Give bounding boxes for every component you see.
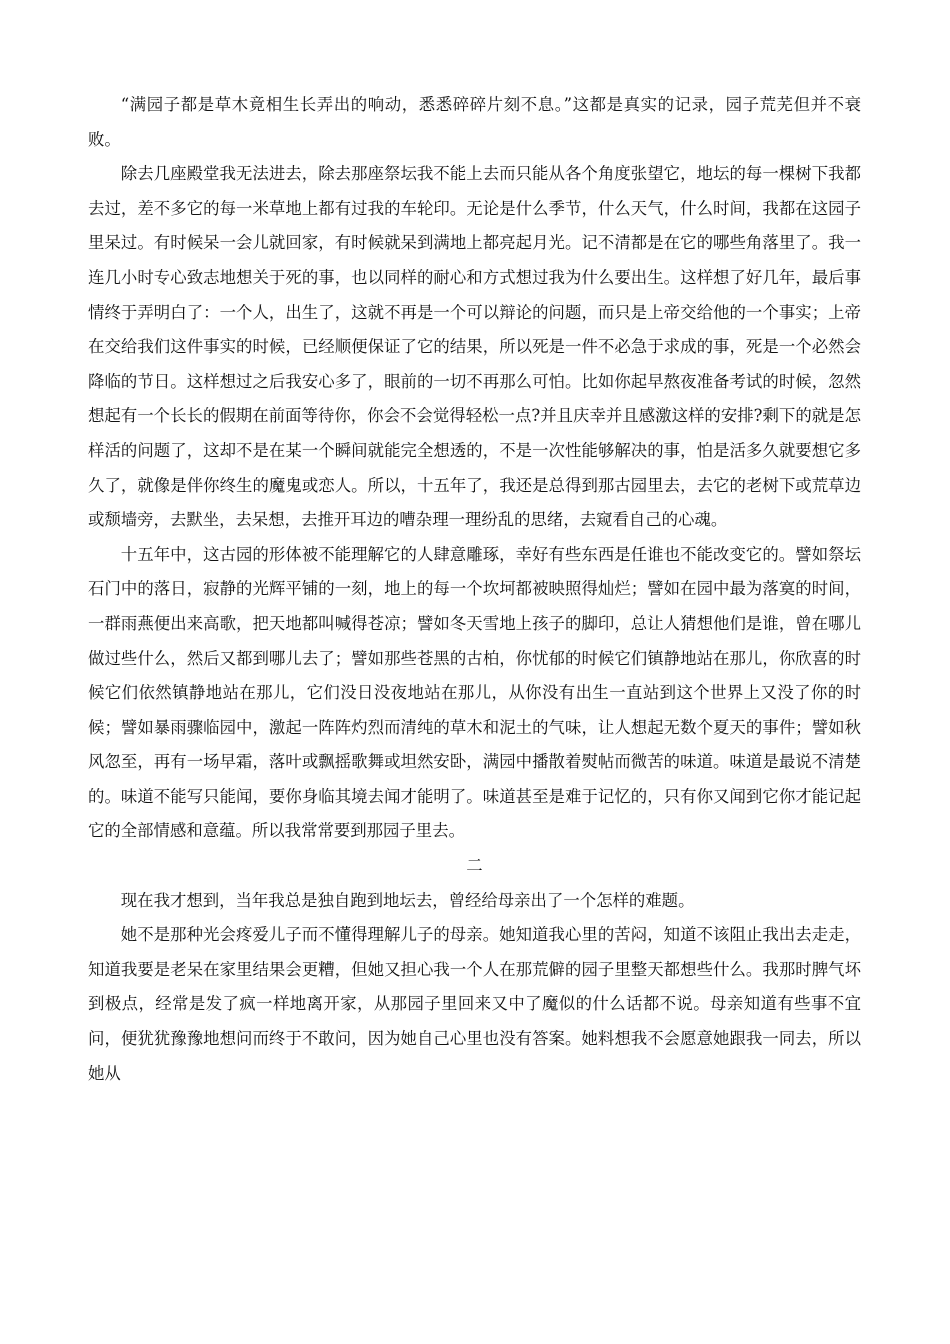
paragraph-mother-problem: 现在我才想到，当年我总是独自跑到地坛去，曾经给母亲出了一个怎样的难题。: [120, 890, 695, 910]
paragraph-thinking-about-death: 除去几座殿堂我无法进去，除去那座祭坛我不能上去而只能从各个角度张望它，地坛的每一棵树下我都去过，差不多它的每一米草地上都有过我的车轮印。无论是什么季节，什么天气，什么时间，我都在这园子里呆过。有时候呆一会儿就回家，有时候就呆到满地上都亮起月光。记不清都是在它的哪些角落里了。我一连几小时专心致志地想关于死的事，也以同样的耐心和方式想过我为什么要出生。这样想了好几年，最后事情终于弄明白了：一个人，出生了，这就不再是一个可以辩论的问题，而只是上帝交给他的一个事实；上帝在交给我们这件事实的时候，已经顺便保证了它的结果，所以死是一件不必急于求成的事，死是一个必然会降临的节日。这样想过之后我安心多了，眼前的一切不再那么可怕。比如你起早熬夜准备考试的时候，忽然想起有一个长长的假期在前面等待你，你会不会觉得轻松一点?并且庆幸并且感激这样的安排?剩下的就是怎样活的问题了，这却不是在某一个瞬间就能完全想透的，不是一次性能够解决的事，怕是活多久就要想它多久了，就像是伴你终生的魔鬼或恋人。所以，十五年了，我还是总得到那古园里去，去它的老树下或荒草边或颓墙旁，去默坐，去呆想，去推开耳边的嘈杂理一理纷乱的思绪，去窥看自己的心魂。: [88, 164, 861, 530]
paragraph-unchanging-things: 十五年中，这古园的形体被不能理解它的人肆意雕琢，幸好有些东西是任谁也不能改变它的。譬如祭坛石门中的落日，寂静的光辉平铺的一刻，地上的每一个坎坷都被映照得灿烂；譬如在园中最为落寞的时间，一群雨燕便出来高歌，把天地都叫喊得苍凉；譬如冬天雪地上孩子的脚印，总让人猜想他们是谁，曾在哪儿做过些什么，然后又都到哪儿去了；譬如那些苍黑的古柏，你忧郁的时候它们镇静地站在那儿，你欣喜的时候它们依然镇静地站在那儿，它们没日没夜地站在那儿，从你没有出生一直站到这个世界上又没了你的时候；譬如暴雨骤临园中，激起一阵阵灼烈而清纯的草木和泥土的气味，让人想起无数个夏天的事件；譬如秋风忽至，再有一场早霜，落叶或飘摇歌舞或坦然安卧，满园中播散着熨帖而微苦的味道。味道是最说不清楚的。味道不能写只能闻，要你身临其境去闻才能明了。味道甚至是难于记忆的，只有你又闻到它你才能记起它的全部情感和意蕴。所以我常常要到那园子里去。: [88, 544, 861, 841]
paragraph-garden-sounds: “满园子都是草木竟相生长弄出的响动，悉悉碎碎片刻不息。”这都是真实的记录，园子荒芜但并不衰败。: [88, 95, 861, 149]
document-page: [88, 88, 861, 1091]
section-heading: 二: [466, 856, 483, 876]
paragraph-mother-understanding: 她不是那种光会疼爱儿子而不懂得理解儿子的母亲。她知道我心里的苦闷，知道不该阻止我出去走走，知道我要是老呆在家里结果会更糟，但她又担心我一个人在那荒僻的园子里整天都想些什么。我那时脾气坏到极点，经常是发了疯一样地离开家，从那园子里回来又中了魔似的什么话都不说。母亲知道有些事不宜问，便犹犹豫豫地想问而终于不敢问，因为她自己心里也没有答案。她料想我不会愿意她跟我一同去，所以她从: [88, 925, 861, 1083]
